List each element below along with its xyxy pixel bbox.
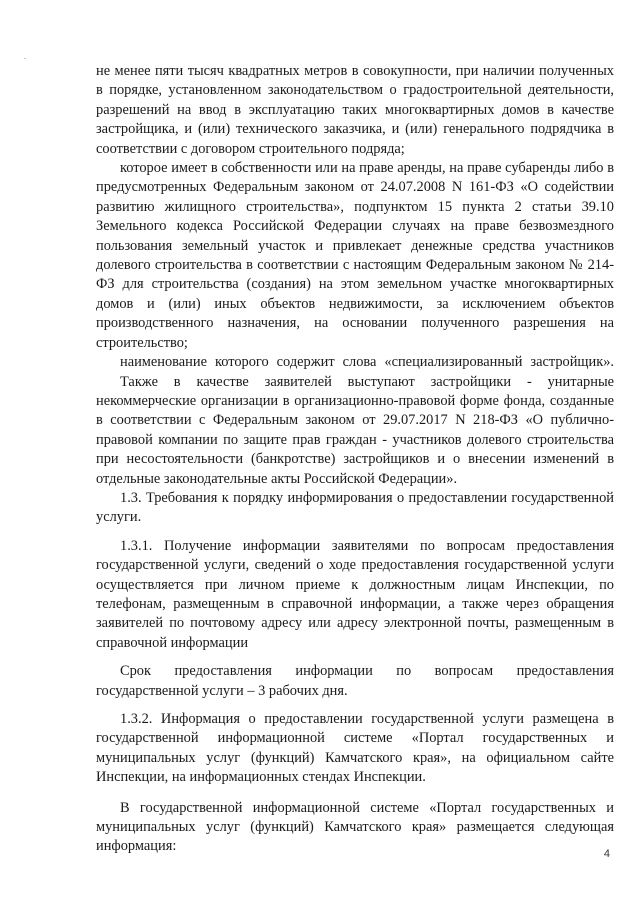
paragraph-1-3-1: 1.3.1. Получение информации заявителями по вопросам предоставления государственной услуги, сведений о ходе предоставления государственной услуги осуществляется при личном приеме к должностным лицам Инспекции, по телефонам, размещенным в справочной информации, а также через обращения заявителей по почтовому адресу или адресу электронной почты, размещенным в справочной информации <box>96 537 614 651</box>
page-number: 4 <box>603 848 610 860</box>
paragraph-fund-developers: Также в качестве заявителей выступают застройщики - унитарные некоммерческие организации в организационно-правовой форме фонда, созданные в соответствии с Федеральным законом от 29.07.2017 N 218-ФЗ «О публично-правовой компании по защите прав граждан - участников долевого строительства при несостоятельности (банкротстве) застройщиков и о внесении изменений в отдельные законодательные акты Российской Федерации». <box>96 373 614 487</box>
paragraph-1-3-2: 1.3.2. Информация о предоставлении государственной услуги размещена в государственной информационной системе «Портал государственных и муниципальных услуг (функций) Камчатского края», на официальном сайте Инспекции, на информационных стендах Инспекции. <box>96 711 614 786</box>
paragraph-developer-experience: не менее пяти тысяч квадратных метров в совокупности, при наличии полученных в порядке, установленном законодательством о градостроительной деятельности, разрешений на ввод в эксплуатацию таких многоквартирных домов в качестве застройщика, и (или) технического заказчика, и (или) генерального подрядчика в соответствии с договором строительного подряда; <box>96 63 614 157</box>
paragraph-response-deadline: Срок предоставления информации по вопросам предоставления государственной услуги – 3 рабочих дня. <box>96 663 614 699</box>
scan-mark <box>24 58 26 59</box>
paragraph-portal-info: В государственной информационной системе «Портал государственных и муниципальных услуг (функций) Камчатского края» размещается следующая информация: <box>96 799 614 855</box>
paragraph-name-requirement: наименование которого содержит слова «специализированный застройщик». <box>120 354 614 371</box>
section-heading-1-3: 1.3. Требования к порядку информирования о предоставлении государственной услуги. <box>96 489 614 526</box>
paragraph-land-plot: которое имеет в собственности или на праве аренды, на праве субаренды либо в предусмотренных Федеральным законом от 24.07.2008 N 161-ФЗ «О содействии развитию жилищного строительства», подпунктом 15 пункта 2 статьи 39.10 Земельного кодекса Российской Федерации случаях на праве безвозмездного пользования земельный участок и привлекает денежные средства участников долевого строительства в соответствии с настоящим Федеральным законом № 214-ФЗ для строительства (создания) на этом земельном участке многоквартирных домов и (или) иных объектов недвижимости, за исключением объектов производственного назначения, на основании полученного разрешения на строительство; <box>96 160 614 351</box>
document-body <box>96 62 614 857</box>
